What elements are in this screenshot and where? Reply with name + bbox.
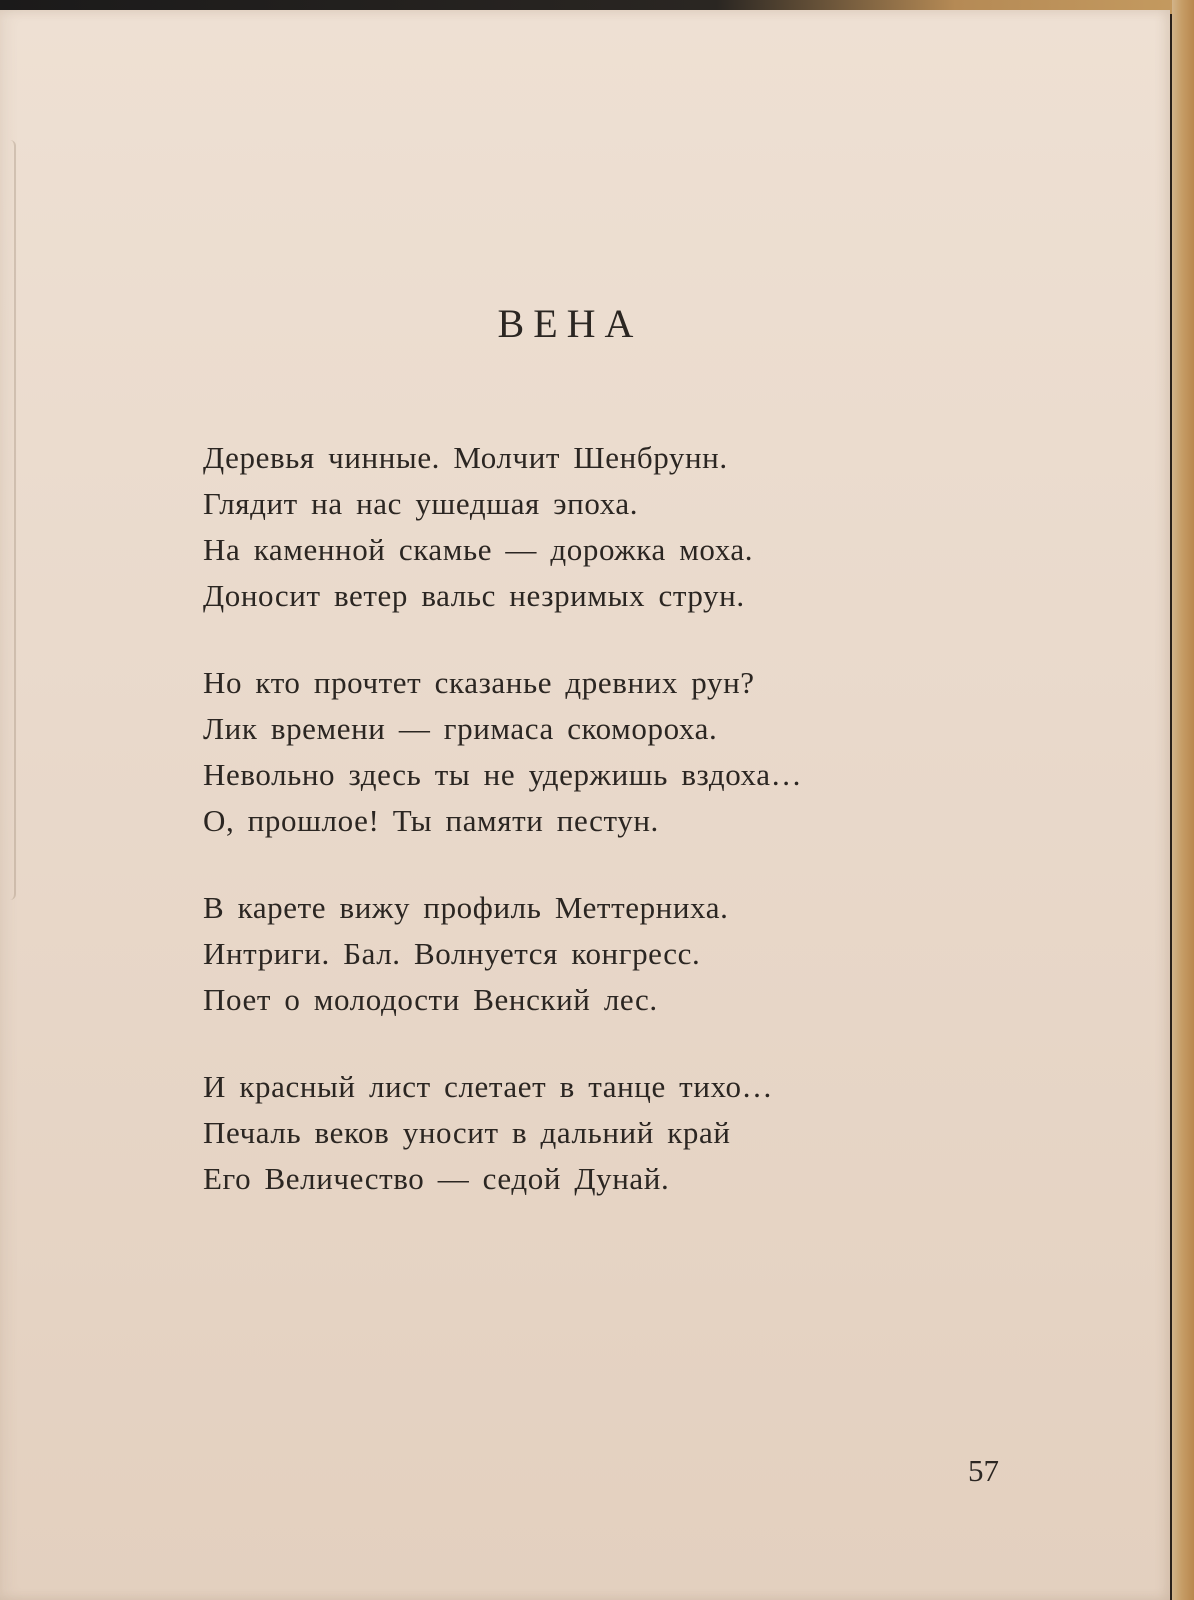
book-cover-edge <box>1172 0 1194 1600</box>
poem-line: Доносит ветер вальс незримых струн. <box>203 578 745 613</box>
poem-line: В карете вижу профиль Меттерниха. <box>203 890 729 925</box>
page-number: 57 <box>968 1453 999 1488</box>
poem-line: Поет о молодости Венский лес. <box>203 982 658 1017</box>
poem-line: На каменной скамье — дорожка моха. <box>203 532 754 567</box>
stanza-4 <box>203 1064 802 1202</box>
poem-line: Лик времени — гримаса скомороха. <box>203 711 718 746</box>
poem-line: Интриги. Бал. Волнуется конгресс. <box>203 936 701 971</box>
poem-line: Печаль веков уносит в дальний край <box>203 1115 731 1150</box>
poem-line: Его Величество — седой Дунай. <box>203 1161 670 1196</box>
poem-line: Невольно здесь ты не удержишь вздоха… <box>203 757 803 792</box>
poem-line: Деревья чинные. Молчит Шенбрунн. <box>203 440 728 475</box>
poem-line: Глядит на нас ушедшая эпоха. <box>203 486 639 521</box>
stanza-1 <box>203 435 802 619</box>
binding-stitching <box>0 140 16 900</box>
poem-line: О, прошлое! Ты памяти пестун. <box>203 803 659 838</box>
poem-line: Но кто прочтет сказанье древних рун? <box>203 665 755 700</box>
book-page <box>0 10 1170 1600</box>
stanza-3 <box>203 885 802 1023</box>
poem-title: ВЕНА <box>497 301 643 346</box>
poem-body <box>203 435 802 1243</box>
stanza-2 <box>203 660 802 844</box>
poem-line: И красный лист слетает в танце тихо… <box>203 1069 774 1104</box>
